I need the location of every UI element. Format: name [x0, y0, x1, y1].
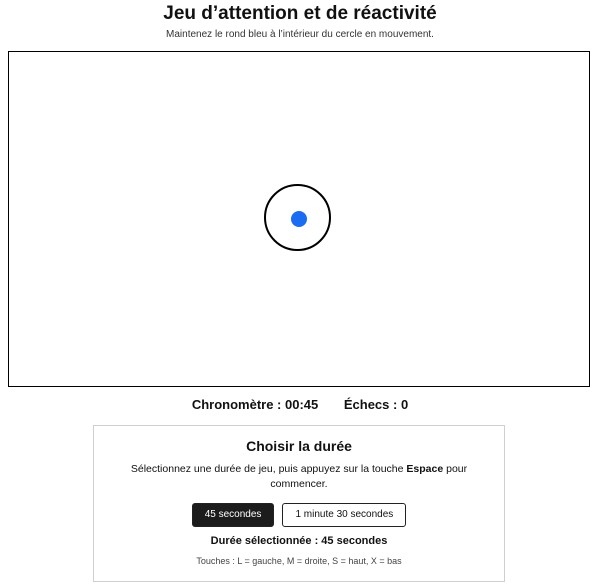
- space-key-label: Espace: [406, 463, 444, 475]
- instructions-text-end: pour commencer.: [270, 463, 468, 490]
- duration-45-seconds-button[interactable]: 45 secondes: [192, 503, 275, 527]
- page-subtitle: Maintenez le rond bleu à l’intérieur du cercle en mouvement.: [166, 29, 434, 40]
- failures-counter: Échecs : 0: [343, 397, 409, 412]
- duration-panel-title: Choisir la durée: [246, 438, 352, 454]
- game-play-area: [8, 51, 590, 387]
- stats-bar: [0, 396, 600, 414]
- timer-display: Chronomètre : 00:45: [191, 397, 319, 412]
- keys-help-text: Touches : L = gauche, M = droite, S = haut, X = bas: [196, 556, 402, 566]
- duration-1-minute-30-seconds-button[interactable]: 1 minute 30 secondes: [282, 503, 406, 527]
- player-blue-dot: [291, 211, 307, 227]
- page-title: Jeu d’attention et de réactivité: [163, 3, 437, 24]
- duration-instructions: [124, 462, 474, 492]
- selected-duration-label: Durée sélectionnée : 45 secondes: [210, 535, 388, 547]
- duration-choices: [94, 503, 504, 527]
- instructions-text-start: Sélectionnez une durée de jeu, puis appuyez sur la touche: [130, 463, 407, 475]
- duration-panel: [93, 425, 505, 582]
